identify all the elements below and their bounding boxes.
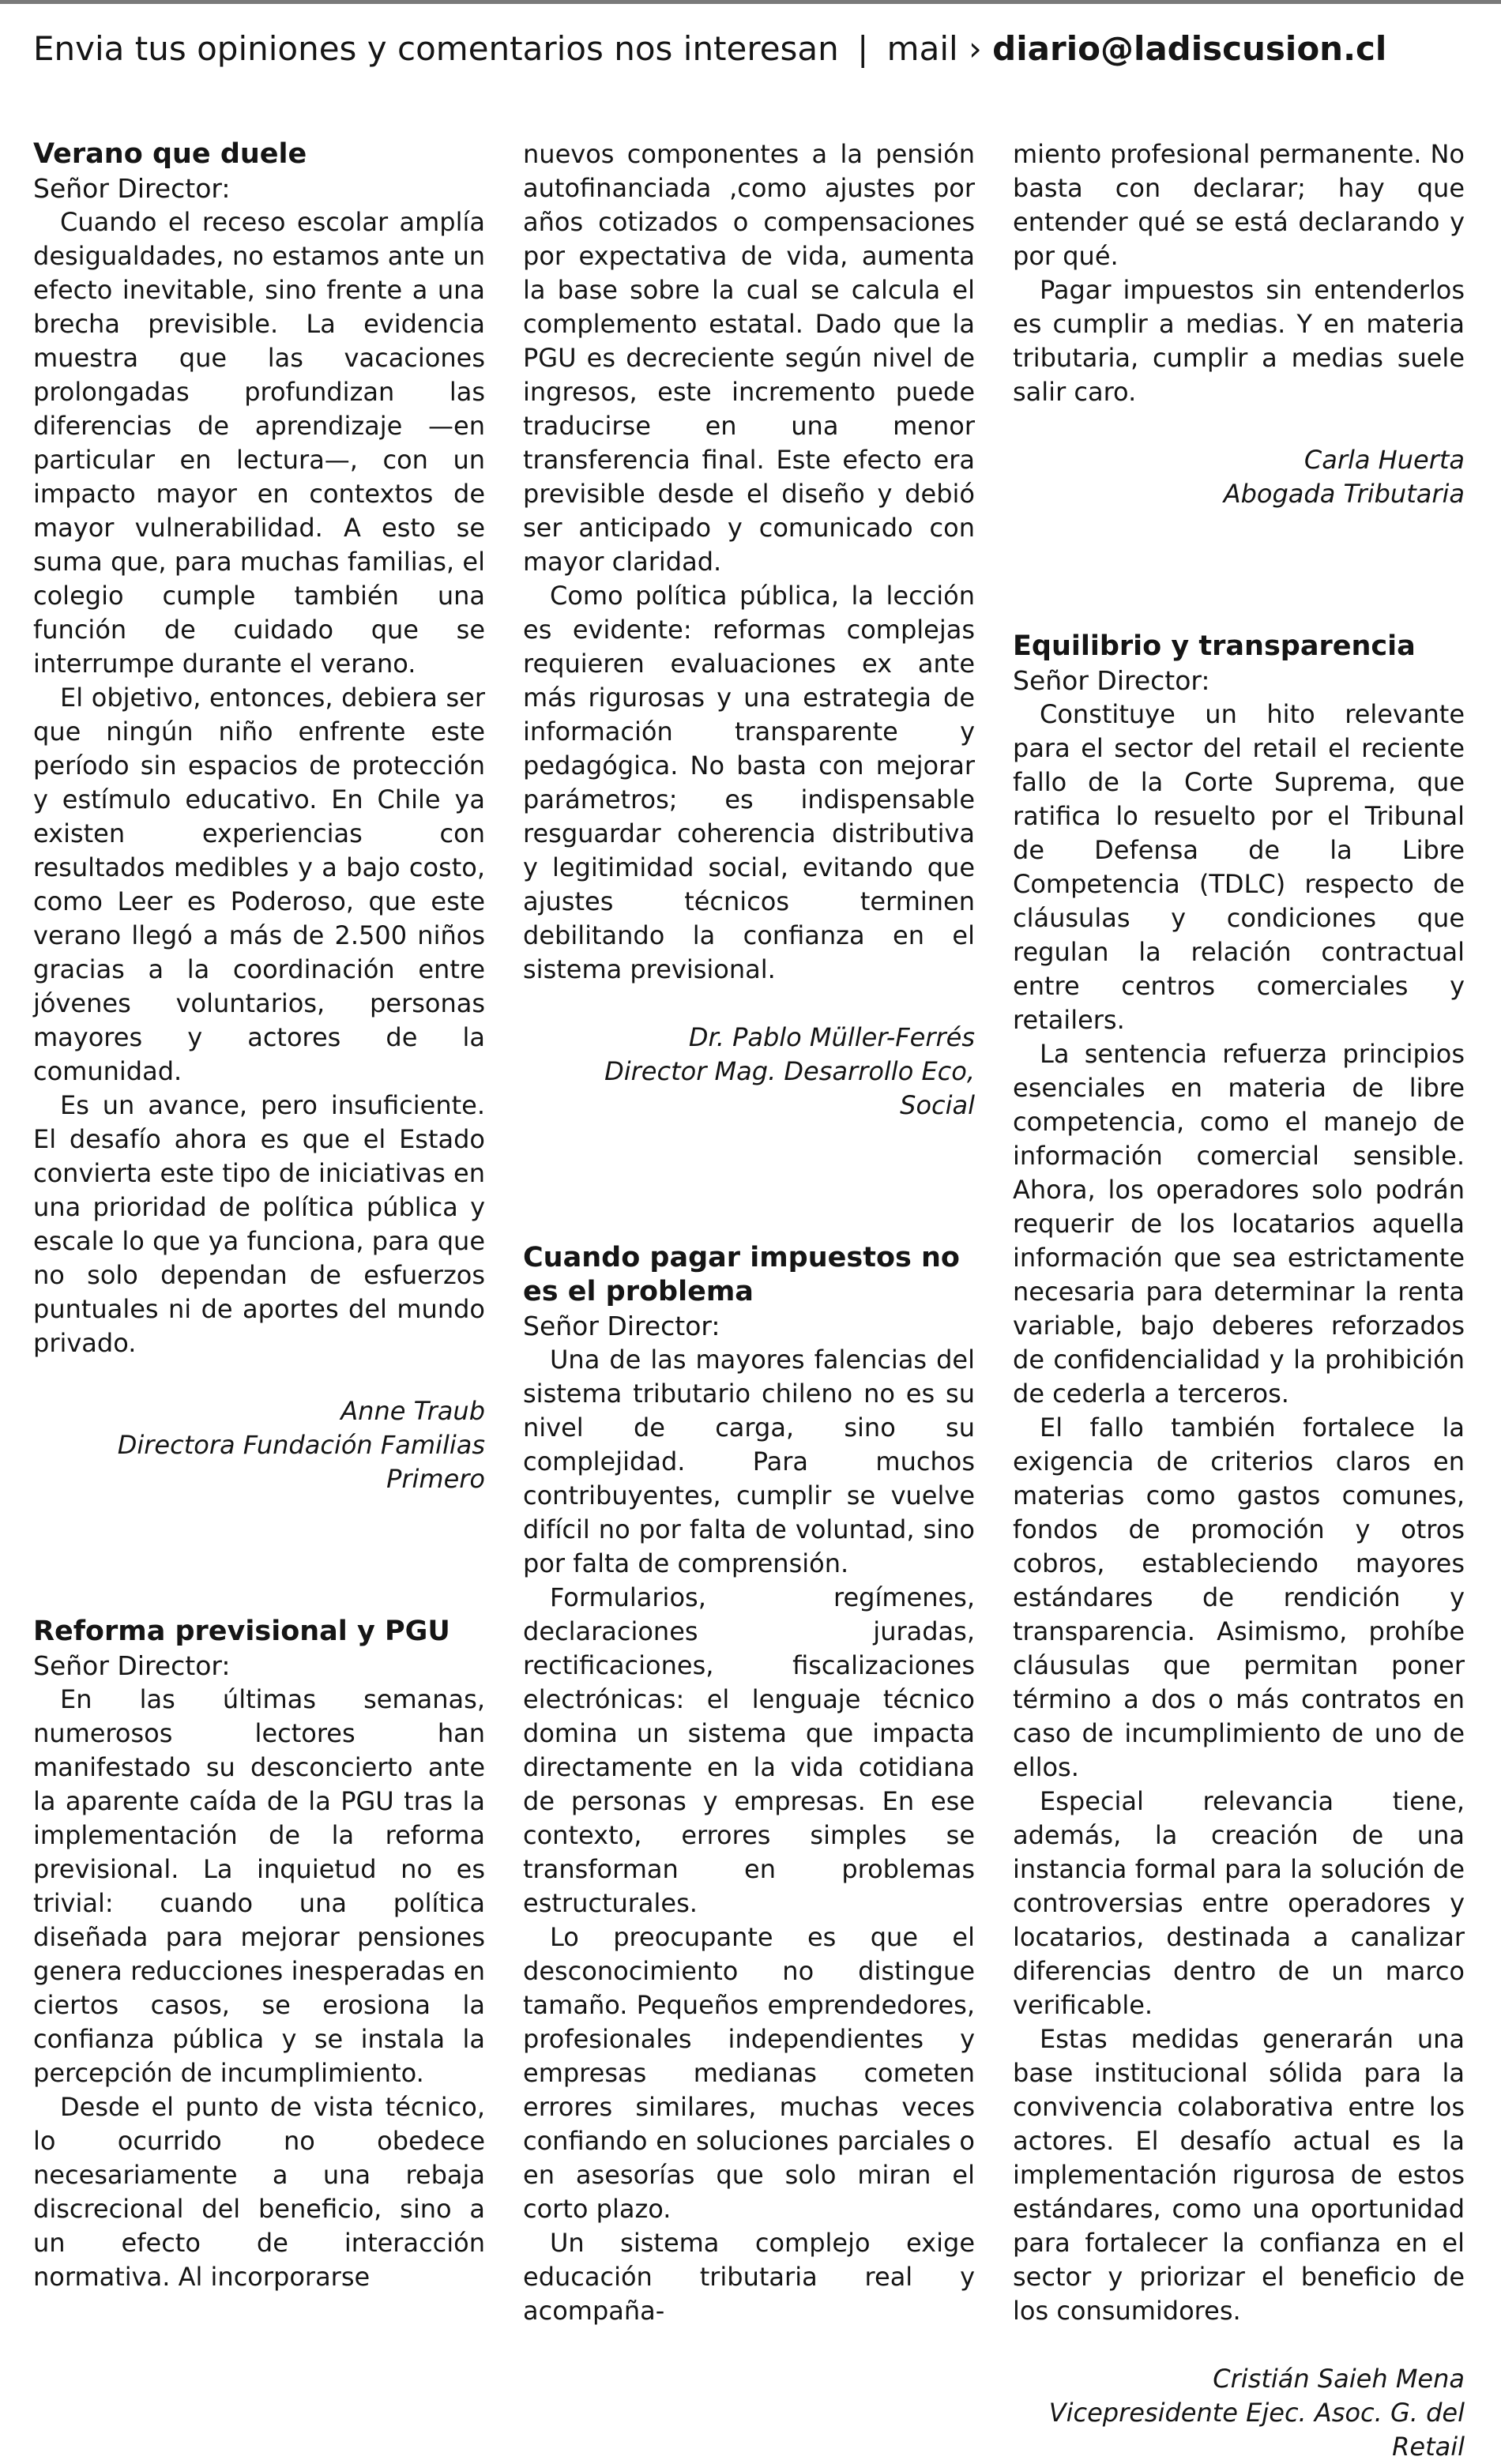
contact-header <box>33 24 1471 74</box>
paragraph: Un sistema complejo exige educación tributaria real y acompaña- <box>523 2228 975 2326</box>
signature-role: Abogada Tributaria <box>1223 479 1465 509</box>
spacer <box>523 1123 975 1241</box>
paragraph: Lo preocupante es que el desconocimiento no distingue tamaño. Pequeños emprendedores, profesionales independientes y empresas medianas cometen errores similares, muchas veces confiando en soluciones parciales o en asesorías que solo miran el corto plazo. <box>523 1922 975 2224</box>
paragraph: nuevos componentes a la pensión autofinanciada ,como ajustes por años cotizados o compensaciones por expectativa de vida, aumenta la base sobre la cual se calcula el complemento estatal. Dado que la PGU es decreciente según nivel de ingresos, este incremento puede traducirse en una menor transferencia final. Este efecto era previsible desde el diseño y debió ser anticipado y comunicado con mayor claridad. <box>523 139 975 577</box>
paragraph: Formularios, regímenes, declaraciones juradas, rectificaciones, fiscalizaciones electrónicas: el lenguaje técnico domina un sistema que impacta directamente en la vida cotidiana de personas y empresas. En ese contexto, errores simples se transforman en problemas estructurales. <box>523 1582 975 1918</box>
paragraph: La sentencia refuerza principios esenciales en materia de libre competencia, como el manejo de información comercial sensible. Ahora, los operadores solo podrán requerir de los locatarios aquella información que sea estrictamente necesaria para determinar la renta variable, bajo deberes reforzados de confidencialidad y la prohibición de cederla a terceros. <box>1013 1039 1465 1409</box>
signature-role: Directora Fundación Familias Primero <box>117 1430 485 1494</box>
spacer <box>1013 511 1465 630</box>
paragraph: Cuando el receso escolar amplía desigualdades, no estamos ante un efecto inevitable, sino frente a una brecha previsible. La evidencia muestra que las vacaciones prolongadas profundizan las diferencias de aprendizaje —en particular en lectura—, con un impacto mayor en contextos de mayor vulnerabilidad. A esto se suma que, para muchas familias, el colegio cumple también una función de cuidado que se interrumpe durante el verano. <box>33 207 485 679</box>
column-3 <box>1013 137 1465 2464</box>
column-2 <box>523 137 975 2328</box>
paragraph: Desde el punto de vista técnico, lo ocurrido no obedece necesariamente a una rebaja discrecional del beneficio, sino a un efecto de interacción normativa. Al incorporarse <box>33 2092 485 2292</box>
signature-role: Vicepresidente Ejec. Asoc. G. del Retail <box>1048 2398 1465 2462</box>
header-mail-label: mail › <box>886 29 982 68</box>
paragraph: Pagar impuestos sin entenderlos es cumplir a medias. Y en materia tributaria, cumplir a medias suele salir caro. <box>1013 275 1465 407</box>
salutation: Señor Director: <box>1013 665 1210 696</box>
paragraph: Es un avance, pero insuficiente. El desafío ahora es que el Estado convierta este tipo de iniciativas en una prioridad de política pública y escale lo que ya funciona, para que no solo dependan de esfuerzos puntuales ni de aportes del mundo privado. <box>33 1090 485 1358</box>
spacer <box>33 1496 485 1615</box>
salutation: Señor Director: <box>33 1650 231 1681</box>
letter-reforma <box>33 1615 485 2294</box>
letter-impuestos-continued <box>1013 137 1465 511</box>
letter-title: Reforma previsional y PGU <box>33 1616 450 1647</box>
signature-name: Cristián Saieh Mena <box>1213 2364 1465 2394</box>
letter-reforma-continued <box>523 137 975 1123</box>
letter-title: Cuando pagar impuestos no es el problema <box>523 1242 960 1307</box>
paragraph: En las últimas semanas, numerosos lectores han manifestado su desconcierto ante la aparente caída de la PGU tras la implementación de la reforma previsional. La inquietud no es trivial: cuando una política diseñada para mejorar pensiones genera reducciones inesperadas en ciertos casos, se erosiona la confianza pública y se instala la percepción de incumplimiento. <box>33 1684 485 2088</box>
signature-name: Anne Traub <box>340 1396 485 1426</box>
paragraph: Constituye un hito relevante para el sector del retail el reciente fallo de la Corte Suprema, que ratifica lo resuelto por el Tribunal de Defensa de la Libre Competencia (TDLC) respecto de cláusulas y condiciones que regulan la relación contractual entre centros comerciales y retailers. <box>1013 699 1465 1035</box>
header-separator: | <box>857 29 869 68</box>
signature-name: Dr. Pablo Müller-Ferrés <box>688 1022 975 1052</box>
letter-verano <box>33 137 485 1496</box>
letter-equilibrio <box>1013 630 1465 2464</box>
letter-title: Verano que duele <box>33 138 307 170</box>
column-1 <box>33 137 485 2294</box>
header-prompt: Envia tus opiniones y comentarios nos interesan <box>33 29 839 68</box>
paragraph: El fallo también fortalece la exigencia de criterios claros en materias como gastos comunes, fondos de promoción y otros cobros, estableciendo mayores estándares de rendición y transparencia. Asimismo, prohíbe cláusulas que permitan poner término a dos o más contratos en caso de incumplimiento de uno de ellos. <box>1013 1413 1465 1782</box>
salutation: Señor Director: <box>523 1311 720 1341</box>
letter-title: Equilibrio y transparencia <box>1013 630 1416 662</box>
paragraph: El objetivo, entonces, debiera ser que ningún niño enfrente este período sin espacios de protección y estímulo educativo. En Chile ya existen experiencias con resultados medibles y a bajo costo, como Leer es Poderoso, que este verano llegó a más de 2.500 niños gracias a la coordinación entre jóvenes voluntarios, personas mayores y actores de la comunidad. <box>33 683 485 1086</box>
paragraph: Una de las mayores falencias del sistema tributario chileno no es su nivel de carga, sino su complejidad. Para muchos contribuyentes, cumplir se vuelve difícil no por falta de voluntad, sino por falta de comprensión. <box>523 1345 975 1578</box>
signature-role: Director Mag. Desarrollo Eco, Social <box>604 1056 975 1120</box>
paragraph: Como política pública, la lección es evidente: reformas complejas requieren evaluaciones ex ante más rigurosas y una estrategia de información transparente y pedagógica. No basta con mejorar parámetros; es indispensable resguardar coherencia distributiva y legitimidad social, evitando que ajustes técnicos terminen debilitando la confianza en el sistema previsional. <box>523 581 975 984</box>
paragraph: Especial relevancia tiene, además, la creación de una instancia formal para la solución de controversias entre operadores y locatarios, destinada a canalizar diferencias dentro de un marco verificable. <box>1013 1786 1465 2020</box>
letter-impuestos <box>523 1241 975 2328</box>
paragraph: Estas medidas generarán una base institucional sólida para la convivencia colaborativa entre los actores. El desafío actual es la implementación rigurosa de estos estándares, como una oportunidad para fortalecer la confianza en el sector y priorizar el beneficio de los consumidores. <box>1013 2024 1465 2326</box>
salutation: Señor Director: <box>33 173 231 204</box>
signature-name: Carla Huerta <box>1304 445 1465 475</box>
header-email-link[interactable]: diario@ladiscusion.cl <box>992 29 1387 68</box>
paragraph: miento profesional permanente. No basta con declarar; hay que entender qué se está declarando y por qué. <box>1013 139 1465 271</box>
top-rule <box>0 0 1501 4</box>
